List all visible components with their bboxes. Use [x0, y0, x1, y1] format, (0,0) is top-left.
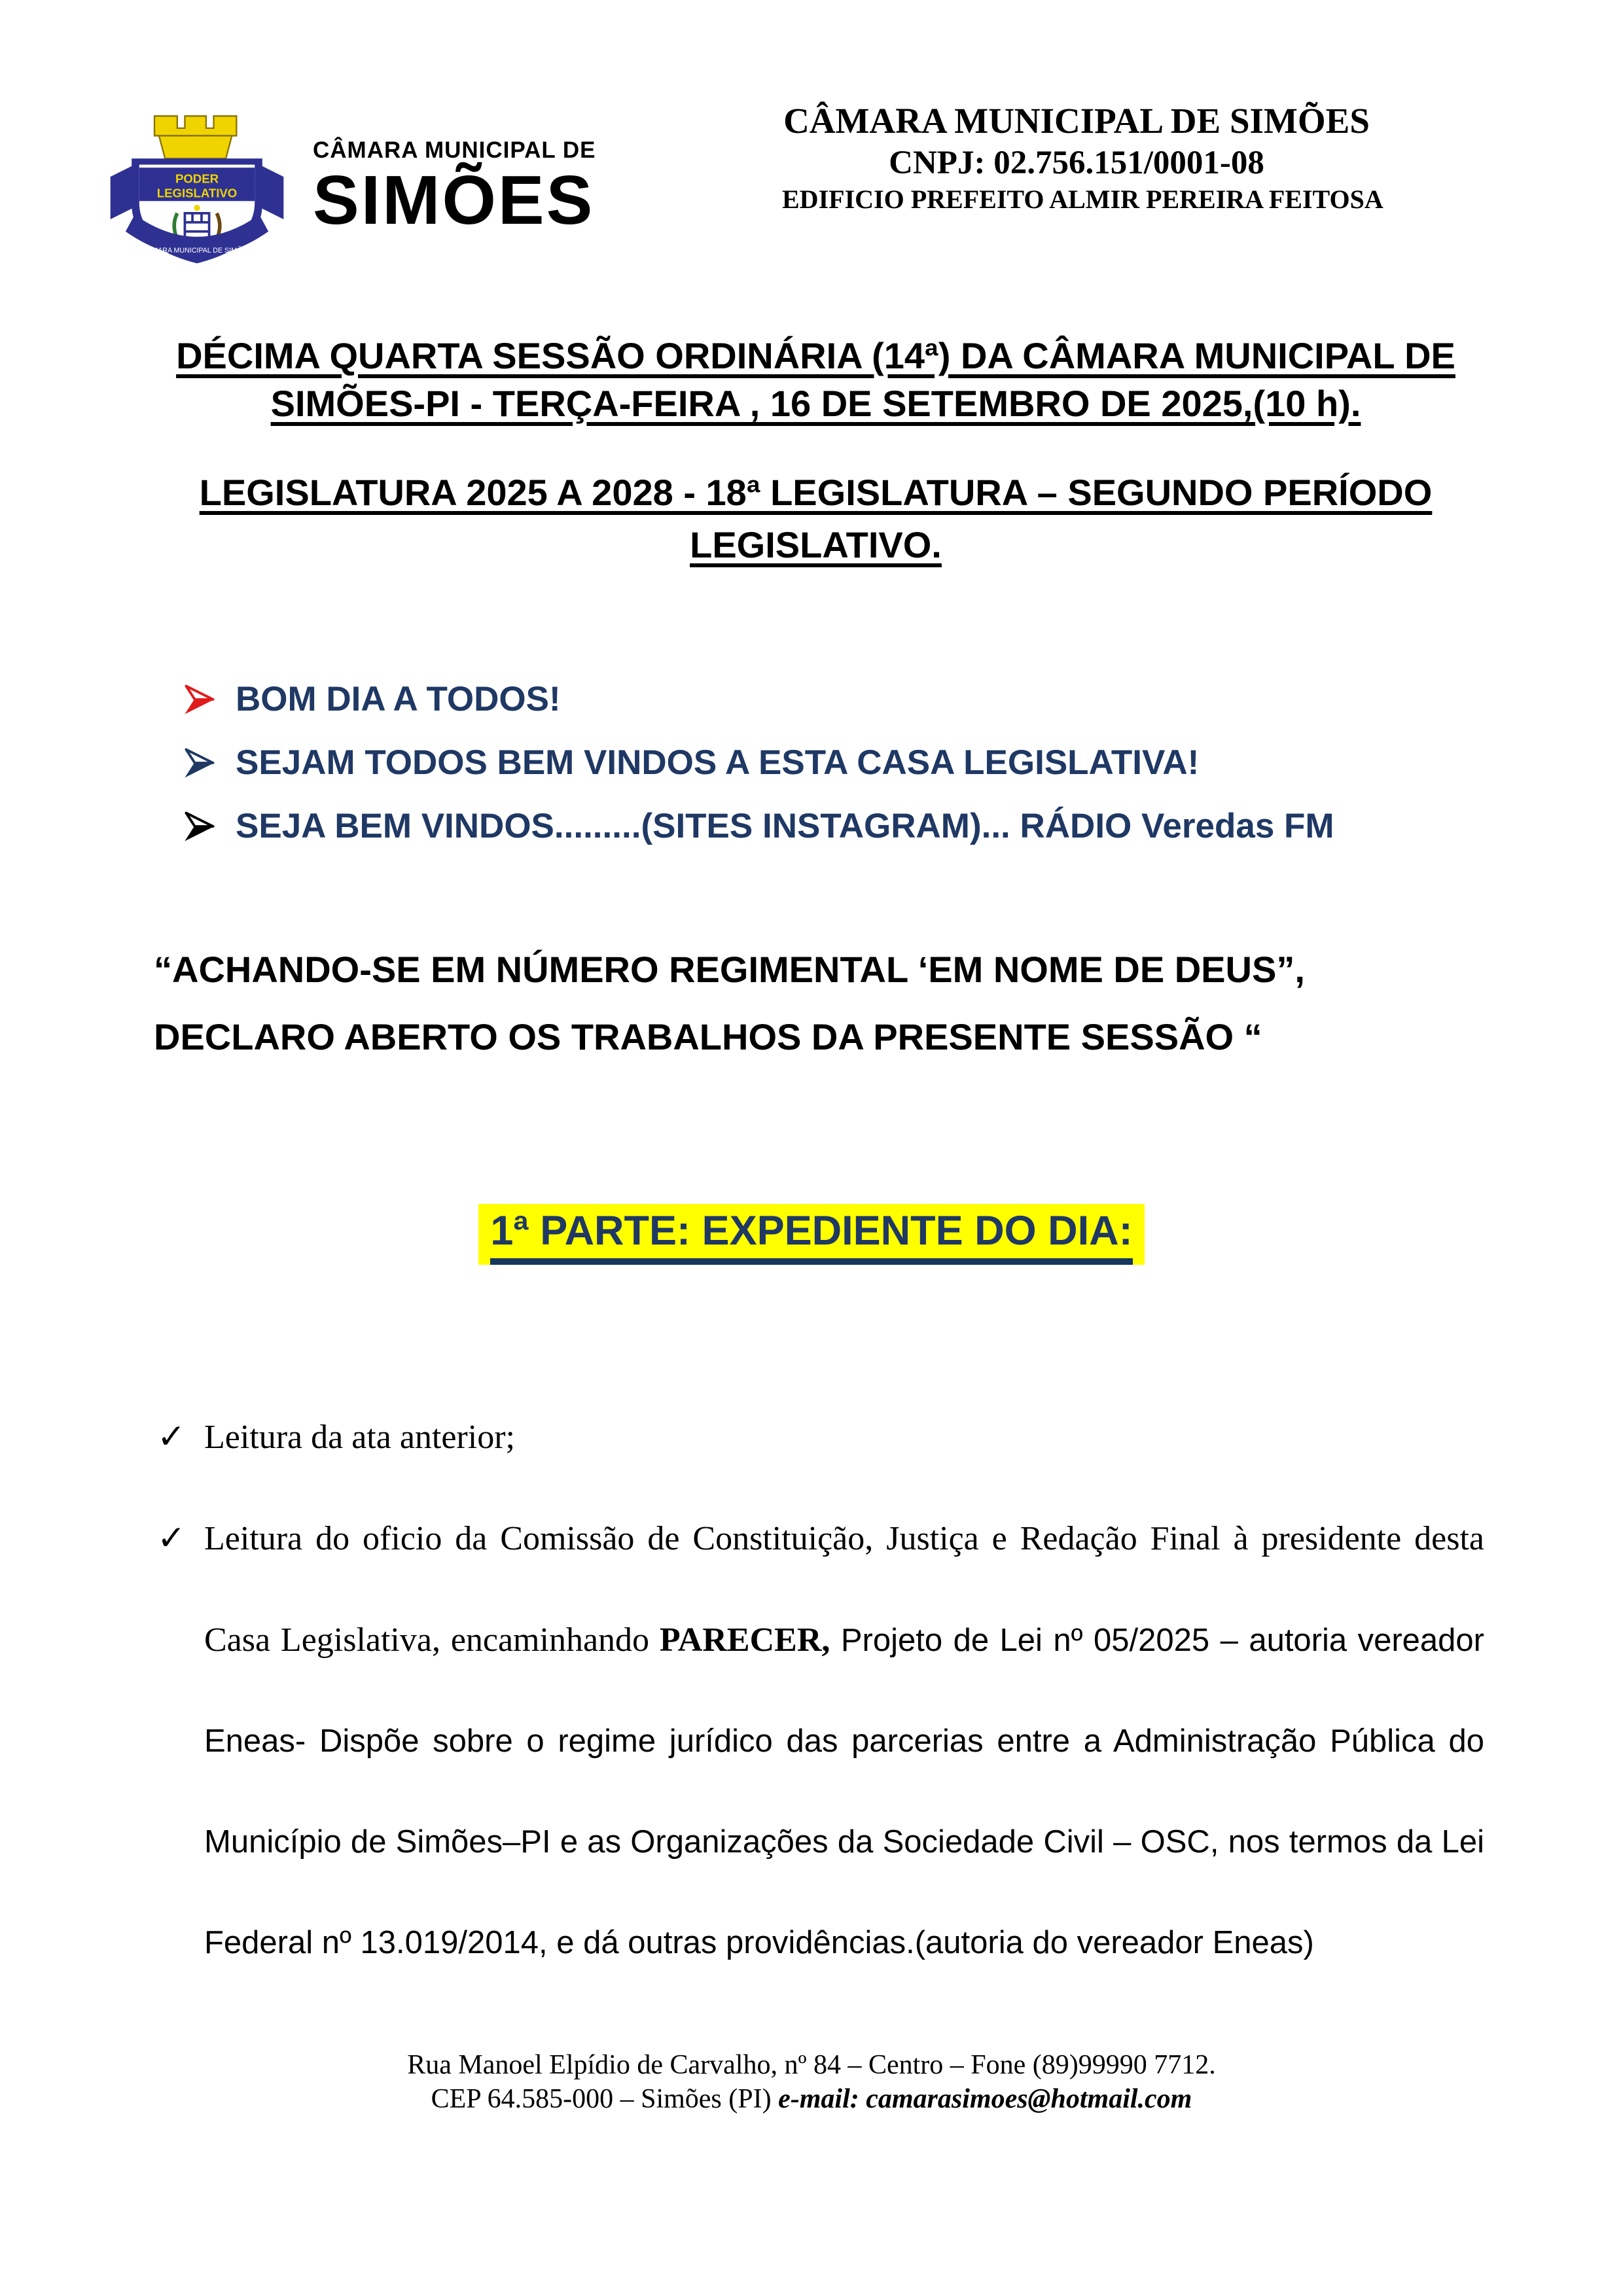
- legislature-title-line2: LEGISLATIVO.: [690, 524, 942, 565]
- section-heading-text: 1ª PARTE: EXPEDIENTE DO DIA:: [490, 1208, 1132, 1265]
- document-footer: [0, 2048, 1623, 2116]
- footer-cep-line: [0, 2082, 1623, 2116]
- opening-declaration: [154, 936, 1482, 1070]
- letterhead-org-name: CÂMARA MUNICIPAL DE SIMÕES: [783, 101, 1370, 141]
- expediente-item: [157, 1492, 1484, 1997]
- arrowhead-bullet-icon: [183, 747, 216, 779]
- footer-email: e-mail: camarasimoes@hotmail.com: [778, 2084, 1192, 2114]
- greetings-list: [183, 667, 1492, 858]
- session-title-line1: DÉCIMA QUARTA SESSÃO ORDINÁRIA (14ª) DA CÂMARA MUNICIPAL DE: [176, 335, 1455, 376]
- crest-banner-line1: PODER: [175, 171, 219, 186]
- logo-block: [98, 110, 596, 280]
- greeting-text: SEJAM TODOS BEM VINDOS A ESTA CASA LEGISLATIVA!: [236, 743, 1200, 782]
- footer-address: Rua Manoel Elpídio de Carvalho, nº 84 – Centro – Fone (89)99990 7712.: [407, 2050, 1216, 2080]
- logo-text: [313, 110, 596, 239]
- expediente-item: [157, 1390, 1484, 1492]
- checkmark-icon: ✓: [157, 1417, 186, 1457]
- section-heading-row: [0, 1204, 1623, 1265]
- expediente-list: [157, 1390, 1484, 1997]
- greeting-text: BOM DIA A TODOS!: [236, 680, 561, 718]
- greeting-item: [183, 731, 1492, 794]
- expediente-item1-text: Leitura da ata anterior;: [204, 1419, 515, 1456]
- arrowhead-bullet-icon: [183, 683, 216, 716]
- expediente-item2-sans-segment: Projeto de Lei nº 05/2025 – autoria vereador Eneas- Dispõe sobre o regime jurídico das parcerias entre a Administração Pública do Município de Simões–PI e as Organizações da Sociedade Civil – OSC, nos termos da Lei Federal nº 13.019/2014, e dá outras providências.(autoria do vereador Eneas): [204, 1623, 1484, 1960]
- letterhead: [782, 99, 1383, 216]
- footer-cep: CEP 64.585-000 – Simões (PI): [431, 2084, 779, 2114]
- arrowhead-bullet-icon: [183, 810, 216, 843]
- session-title-line2: SIMÕES-PI - TERÇA-FEIRA , 16 DE SETEMBRO DE 2025,(10 h).: [270, 383, 1361, 424]
- section-heading-highlight: [478, 1204, 1144, 1265]
- letterhead-building: EDIFICIO PREFEITO ALMIR PEREIRA FEITOSA: [782, 185, 1383, 214]
- greeting-text: SEJA BEM VINDOS.........(SITES INSTAGRAM)... RÁDIO Veredas FM: [236, 807, 1334, 845]
- opening-declaration-line1: “ACHANDO-SE EM NÚMERO REGIMENTAL ‘EM NOME DE DEUS”,: [154, 949, 1305, 990]
- greeting-item: [183, 794, 1492, 858]
- logo-org-name-small: CÂMARA MUNICIPAL DE: [313, 137, 596, 163]
- crest-banner-line2: LEGISLATIVO: [156, 186, 238, 200]
- legislature-title: [149, 467, 1482, 571]
- municipal-crest-icon: [98, 110, 296, 280]
- expediente-item2-serif-segment: Leitura do oficio da Comissão de Constituição, Justiça e Redação Final à presidente desta Casa Legislativa, encaminhando: [204, 1520, 1484, 1659]
- expediente-item2-bold-segment: PARECER,: [659, 1621, 830, 1659]
- legislature-title-line1: LEGISLATURA 2025 A 2028 - 18ª LEGISLATURA – SEGUNDO PERÍODO: [199, 472, 1433, 513]
- logo-org-name-large: SIMÕES: [313, 162, 595, 239]
- greeting-item: [183, 667, 1492, 731]
- session-title: [149, 332, 1482, 427]
- crest-ribbon-text: CÂMARA MUNICIPAL DE SIMÕES: [142, 247, 252, 255]
- letterhead-cnpj: CNPJ: 02.756.151/0001-08: [889, 145, 1264, 181]
- checkmark-icon: ✓: [157, 1519, 186, 1558]
- opening-declaration-line2: DECLARO ABERTO OS TRABALHOS DA PRESENTE SESSÃO “: [154, 1016, 1262, 1057]
